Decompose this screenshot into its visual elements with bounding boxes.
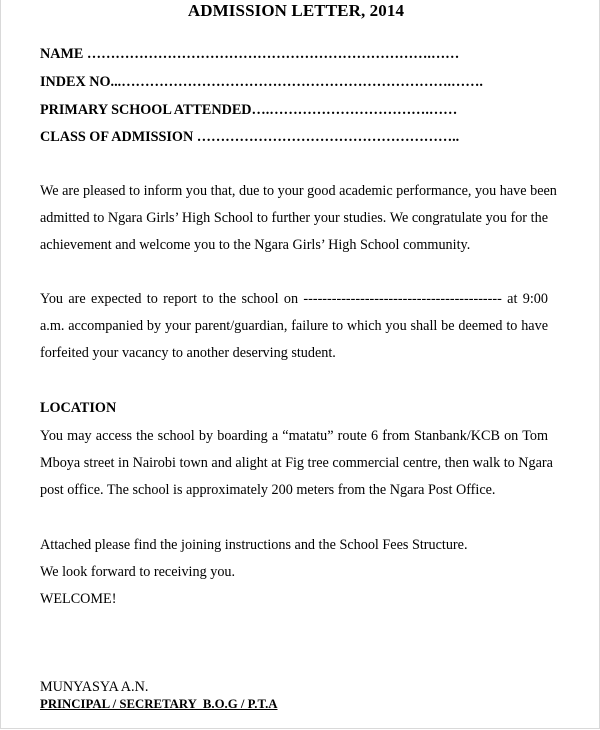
- letter-title: ADMISSION LETTER, 2014: [187, 1, 405, 20]
- signatory-name: MUNYASYA A.N.: [40, 679, 149, 695]
- look-forward-note: We look forward to receiving you.: [40, 564, 236, 580]
- name-field: NAME ……………………………………………………………….……: [40, 46, 460, 62]
- paragraph-line: achievement and welcome you to the Ngara Girls’ High School community.: [40, 237, 471, 253]
- paragraph-line: forfeited your vacancy to another deserving student.: [40, 345, 336, 361]
- index-no-field: INDEX NO...…………………………………………………………….…….: [40, 74, 483, 90]
- signatory-title: PRINCIPAL / SECRETARY B.O.G / P.T.A: [40, 697, 278, 711]
- paragraph-line: post office. The school is approximately 200 meters from the Ngara Post Office.: [40, 482, 496, 498]
- intro-paragraph: [40, 178, 557, 259]
- paragraph-line: a.m. accompanied by your parent/guardian, failure to which you shall be deemed to have: [40, 318, 548, 334]
- location-paragraph: [40, 423, 553, 504]
- welcome-note: WELCOME!: [40, 591, 117, 607]
- reporting-paragraph: [40, 286, 548, 367]
- attachments-note: Attached please find the joining instructions and the School Fees Structure.: [40, 537, 468, 553]
- class-of-admission-field: CLASS OF ADMISSION ………………………………………………..: [40, 129, 460, 145]
- paragraph-line: admitted to Ngara Girls’ High School to further your studies. We congratulate you for the: [40, 210, 548, 226]
- paragraph-line: You may access the school by boarding a “matatu” route 6 from Stanbank/KCB on Tom: [40, 428, 548, 444]
- paragraph-line: You are expected to report to the school on ------------------------------------------ at 9:00: [40, 291, 548, 307]
- primary-school-field: PRIMARY SCHOOL ATTENDED….…………………………….……: [40, 102, 458, 118]
- location-heading: LOCATION: [40, 400, 117, 416]
- paragraph-line: We are pleased to inform you that, due to your good academic performance, you have been: [40, 183, 557, 199]
- paragraph-line: Mboya street in Nairobi town and alight at Fig tree commercial centre, then walk to Ngara: [40, 455, 553, 471]
